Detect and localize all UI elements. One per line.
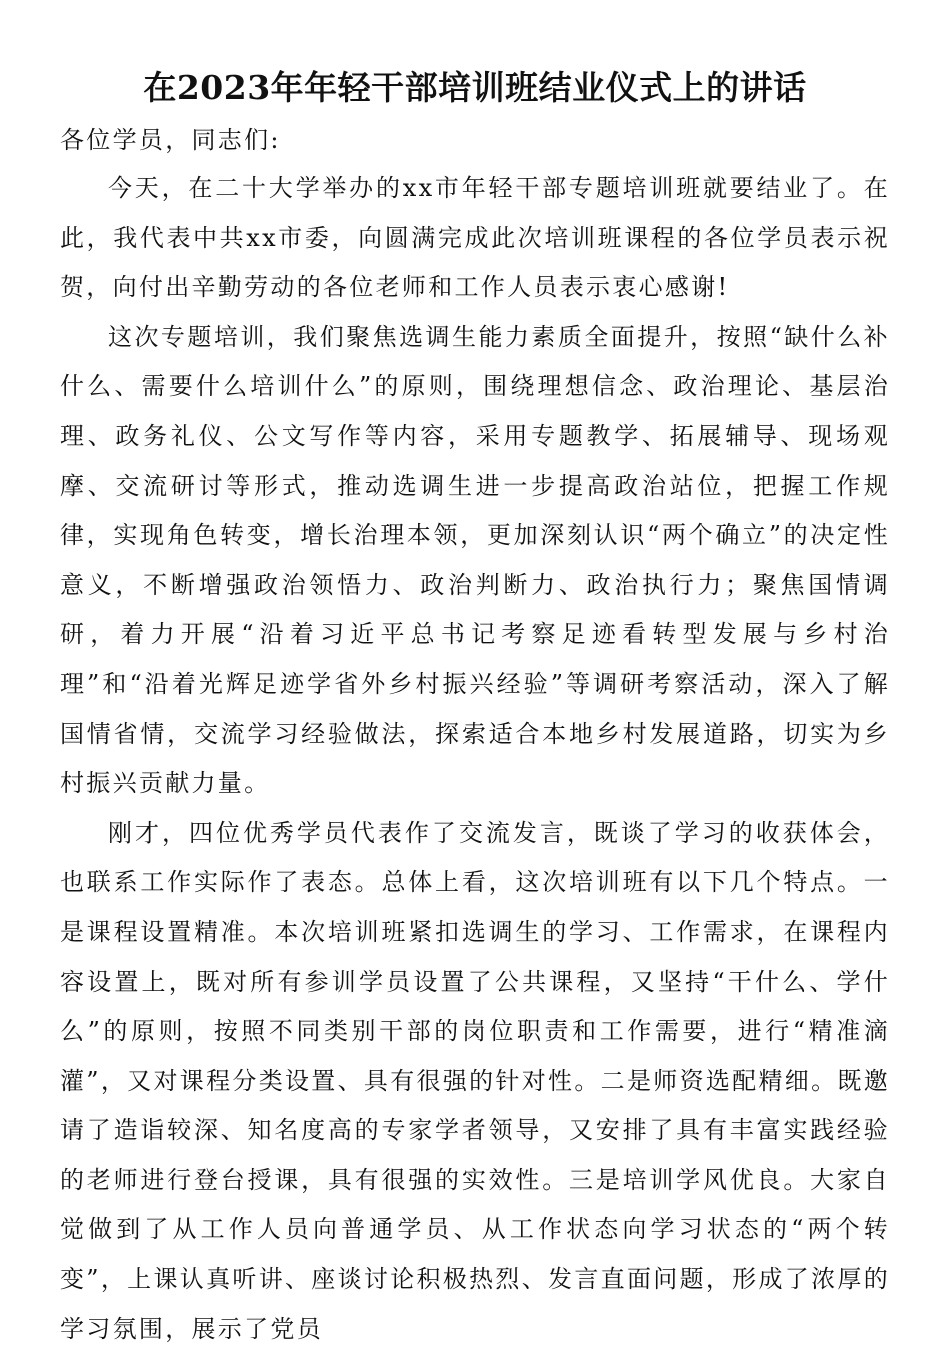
salutation: 各位学员，同志们: [60,126,281,154]
paragraph-training-features: 刚才，四位优秀学员代表作了交流发言，既谈了学习的收获体会，也联系工作实际作了表态。总体上看，这次培训班有以下几个特点。一是课程设置精准。本次培训班紧扣选调生的学习、工作需求，在课程内容设置上，既对所有参训学员设置了公共课程，又坚持“干什么、学什么”的原则，按照不同类别干部的岗位职责和工作需要，进行“精准滴灌”，又对课程分类设置、具有很强的针对性。二是师资选配精细。既邀请了造诣较深、知名度高的专家学者领导，又安排了具有丰富实践经验的老师进行登台授课，具有很强的实效性。三是培训学风优良。大家自觉做到了从工作人员向普通学员、从工作状态向学习状态的“两个转变”，上课认真听讲、座谈讨论积极热烈、发言直面问题，形成了浓厚的学习氛围，展示了党员 [60,818,890,1343]
paragraph-training-content: 这次专题培训，我们聚焦选调生能力素质全面提升，按照“缺什么补什么、需要什么培训什么”的原则，围绕理想信念、政治理论、基层治理、政务礼仪、公文写作等内容，采用专题教学、拓展辅导、现场观摩、交流研讨等形式，推动选调生进一步提高政治站位，把握工作规律，实现角色转变，增长治理本领，更加深刻认识“两个确立”的决定性意义，不断增强政治领悟力、政治判断力、政治执行力；聚焦国情调研，着力开展“沿着习近平总书记考察足迹看转型发展与乡村治理”和“沿着光辉足迹学省外乡村振兴经验”等调研考察活动，深入了解国情省情，交流学习经验做法，探索适合本地乡村发展道路，切实为乡村振兴贡献力量。 [60,322,890,798]
document-title: 在2023年年轻干部培训班结业仪式上的讲话 [143,68,807,107]
paragraph-opening: 今天，在二十大学举办的xx市年轻干部专题培训班就要结业了。在此，我代表中共xx市委，向圆满完成此次培训班课程的各位学员表示祝贺，向付出辛勤劳动的各位老师和工作人员表示衷心感谢! [60,174,890,302]
document-page [60,56,890,1354]
